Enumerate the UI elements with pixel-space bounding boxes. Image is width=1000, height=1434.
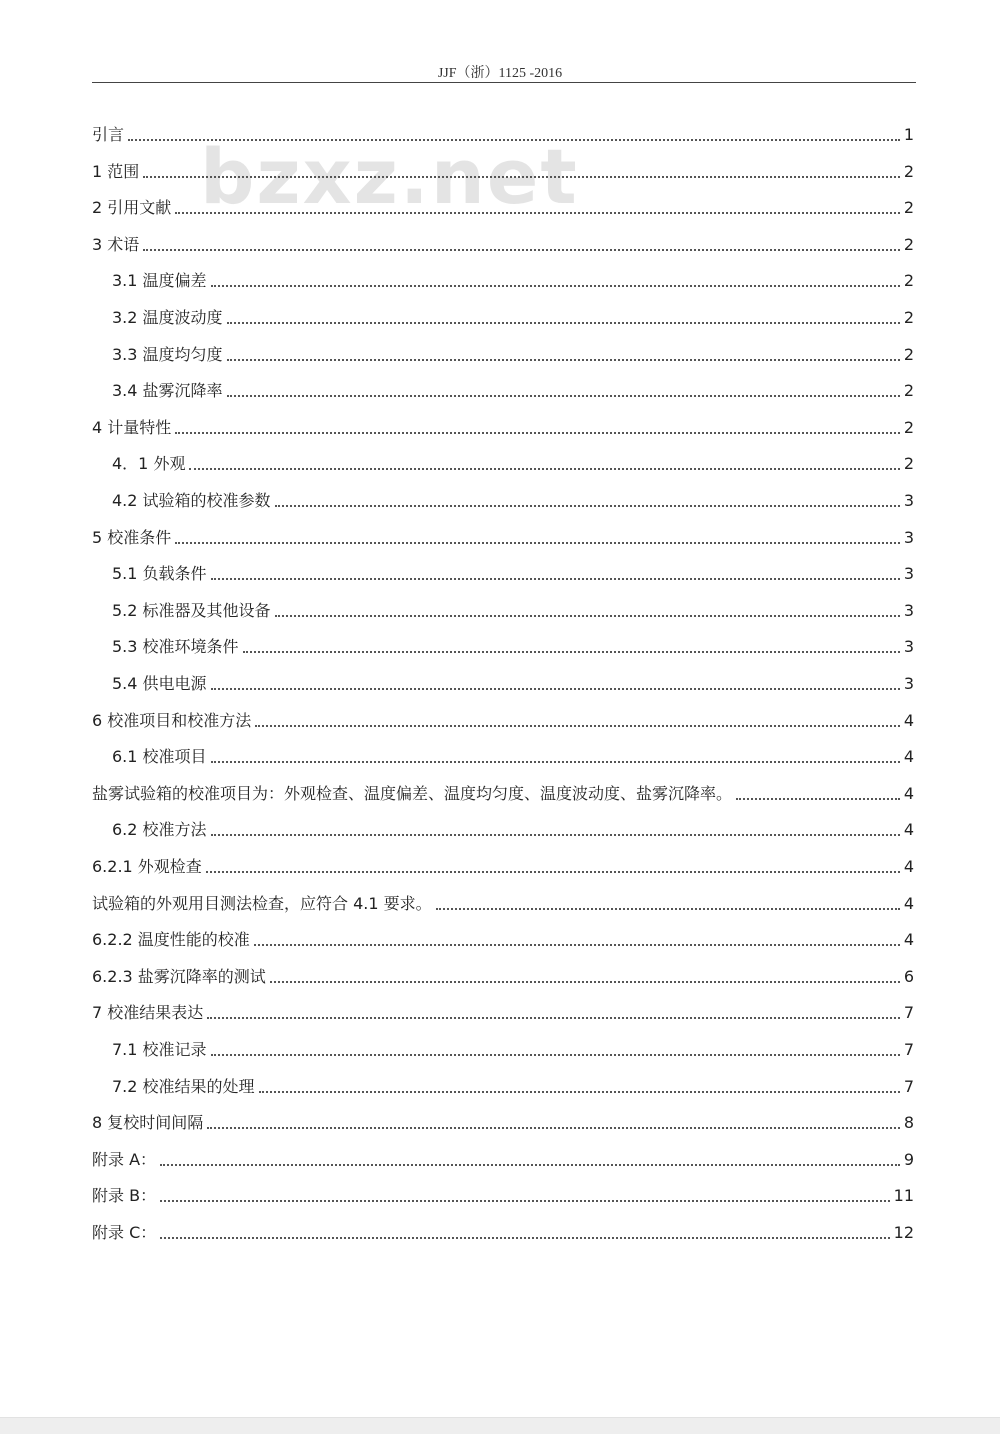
toc-entry-page: 3 — [903, 637, 914, 657]
toc-entry[interactable] — [92, 889, 914, 919]
toc-entry-label: 引言 — [92, 125, 125, 144]
toc-leader-dots — [160, 1200, 890, 1202]
toc-entry-label: 5.3 校准环境条件 — [112, 637, 239, 657]
toc-entry-page: 4 — [903, 930, 914, 950]
toc-entry-page: 2 — [903, 234, 914, 254]
toc-leader-dots — [275, 505, 900, 507]
toc-entry[interactable] — [92, 486, 914, 516]
toc-entry[interactable] — [92, 925, 914, 955]
toc-entry[interactable] — [92, 852, 914, 882]
toc-entry-page: 4 — [903, 820, 914, 840]
toc-entry[interactable] — [92, 559, 914, 589]
toc-entry-page: 1 — [903, 125, 914, 144]
toc-entry-page: 2 — [903, 454, 914, 474]
toc-leader-dots — [143, 249, 900, 251]
toc-entry-page: 4 — [903, 783, 914, 803]
toc-entry[interactable] — [92, 1145, 914, 1175]
toc-entry[interactable] — [92, 815, 914, 845]
toc-entry-page: 3 — [903, 564, 914, 584]
toc-entry-label: 6.2 校准方法 — [112, 820, 207, 840]
toc-entry[interactable] — [92, 449, 914, 479]
toc-entry-page: 2 — [903, 271, 914, 291]
toc-entry-label: 4.2 试验箱的校准参数 — [112, 491, 271, 510]
toc-entry-label: 4 计量特性 — [92, 417, 172, 437]
toc-entry-label: 附录 B： — [92, 1186, 157, 1206]
toc-leader-dots — [227, 322, 900, 324]
toc-entry-page: 2 — [903, 198, 914, 218]
toc-leader-dots — [160, 1237, 889, 1239]
toc-leader-dots — [206, 871, 900, 873]
toc-entry-page: 2 — [903, 381, 914, 401]
toc-leader-dots — [270, 981, 900, 983]
toc-entry[interactable] — [92, 120, 914, 150]
toc-leader-dots — [259, 1091, 900, 1093]
toc-entry-page: 2 — [903, 417, 914, 437]
toc-entry[interactable] — [92, 303, 914, 333]
toc-entry-label: 附录 A： — [92, 1149, 157, 1169]
watermark: bzxz.net — [200, 132, 579, 221]
toc-entry-label: 7.1 校准记录 — [112, 1040, 207, 1059]
toc-leader-dots — [736, 798, 900, 800]
header-title: JJF（浙）1125 -2016 — [437, 66, 563, 81]
toc-entry-label: 6 校准项目和校准方法 — [92, 710, 252, 730]
toc-leader-dots — [275, 615, 900, 617]
toc-entry[interactable] — [92, 1035, 914, 1065]
toc-leader-dots — [227, 395, 900, 397]
page-header — [0, 62, 1000, 82]
toc-entry-label: 2 引用文献 — [92, 198, 172, 218]
toc-leader-dots — [211, 688, 900, 690]
toc-entry-page: 7 — [903, 1040, 914, 1059]
toc-entry-label: 4．1 外观 — [112, 454, 186, 474]
toc-entry-label: 5.2 标准器及其他设备 — [112, 600, 271, 620]
toc-entry-page: 2 — [903, 161, 914, 181]
toc-leader-dots — [207, 1017, 900, 1019]
toc-entry-page: 4 — [903, 710, 914, 730]
toc-entry[interactable] — [92, 376, 914, 406]
toc-entry-label: 3.2 温度波动度 — [112, 308, 223, 327]
toc-leader-dots — [254, 944, 900, 946]
toc-entry[interactable] — [92, 962, 914, 992]
toc-leader-dots — [211, 1054, 900, 1056]
toc-entry-page: 8 — [903, 1113, 914, 1133]
toc-entry-page: 3 — [903, 674, 914, 693]
toc-entry-label: 3.4 盐雾沉降率 — [112, 381, 223, 401]
toc-entry-page: 3 — [903, 491, 914, 510]
toc-leader-dots — [175, 432, 900, 434]
toc-leader-dots — [175, 542, 900, 544]
toc-leader-dots — [211, 761, 900, 763]
toc-leader-dots — [207, 1127, 900, 1129]
toc-entry-label: 3.3 温度均匀度 — [112, 344, 223, 364]
toc-entry[interactable] — [92, 523, 914, 553]
toc-leader-dots — [175, 212, 900, 214]
toc-entry[interactable] — [92, 998, 914, 1028]
toc-leader-dots — [227, 359, 900, 361]
toc-entry[interactable] — [92, 230, 914, 260]
toc-entry-label: 附录 C： — [92, 1223, 157, 1242]
toc-entry-label: 盐雾试验箱的校准项目为：外观检查、温度偏差、温度均匀度、温度波动度、盐雾沉降率。 — [92, 783, 733, 803]
toc-entry[interactable] — [92, 669, 914, 699]
toc-entry[interactable] — [92, 413, 914, 443]
toc-entry[interactable] — [92, 1108, 914, 1138]
header-rule — [92, 82, 916, 83]
toc-entry-label: 5 校准条件 — [92, 527, 172, 547]
toc-leader-dots — [143, 176, 900, 178]
toc-entry-label: 6.2.1 外观检查 — [92, 857, 202, 876]
toc-entry-label: 5.1 负载条件 — [112, 564, 207, 584]
toc-entry-page: 3 — [903, 527, 914, 547]
toc-entry-page: 4 — [903, 857, 914, 876]
toc-entry[interactable] — [92, 596, 914, 626]
toc-entry-page: 11 — [893, 1186, 914, 1206]
viewer-bottom-bar — [0, 1417, 1000, 1434]
toc-entry[interactable] — [92, 266, 914, 296]
toc-entry[interactable] — [92, 1181, 914, 1211]
toc-entry-page: 7 — [903, 1003, 914, 1023]
toc-entry-label: 7 校准结果表达 — [92, 1003, 204, 1023]
toc-entry-label: 8 复校时间间隔 — [92, 1113, 204, 1133]
toc-entry[interactable] — [92, 706, 914, 736]
toc-leader-dots — [160, 1164, 900, 1166]
toc-entry[interactable] — [92, 632, 914, 662]
toc-entry-page: 7 — [903, 1076, 914, 1096]
toc-entry-label: 6.1 校准项目 — [112, 747, 207, 767]
toc-leader-dots — [255, 725, 900, 727]
toc-entry[interactable] — [92, 340, 914, 370]
toc-leader-dots — [211, 834, 900, 836]
toc-entry-page: 3 — [903, 600, 914, 620]
toc-leader-dots — [211, 285, 900, 287]
toc-entry-label: 试验箱的外观用目测法检查，应符合 4.1 要求。 — [92, 893, 432, 913]
toc-entry-label: 3.1 温度偏差 — [112, 271, 207, 291]
toc-entry[interactable] — [92, 779, 914, 809]
toc-entry-page: 12 — [893, 1223, 914, 1242]
toc-leader-dots — [189, 468, 899, 470]
toc-leader-dots — [243, 651, 900, 653]
toc-entry-page: 6 — [903, 966, 914, 986]
toc-entry-label: 3 术语 — [92, 234, 140, 254]
toc-entry-label: 5.4 供电电源 — [112, 674, 207, 693]
toc-entry-page: 4 — [903, 893, 914, 913]
toc-entry-page: 4 — [903, 747, 914, 767]
toc-entry[interactable] — [92, 157, 914, 187]
toc-entry-label: 7.2 校准结果的处理 — [112, 1076, 255, 1096]
toc-entry[interactable] — [92, 742, 914, 772]
toc-entry[interactable] — [92, 193, 914, 223]
toc-entry[interactable] — [92, 1218, 914, 1248]
toc-entry-page: 2 — [903, 308, 914, 327]
toc-entry-page: 2 — [903, 344, 914, 364]
toc-entry-page: 9 — [903, 1149, 914, 1169]
toc-leader-dots — [128, 139, 900, 141]
toc-entry-label: 1 范围 — [92, 161, 140, 181]
toc-entry-label: 6.2.2 温度性能的校准 — [92, 930, 250, 950]
toc-entry-label: 6.2.3 盐雾沉降率的测试 — [92, 966, 266, 986]
toc-leader-dots — [436, 908, 900, 910]
toc-entry[interactable] — [92, 1072, 914, 1102]
toc-leader-dots — [211, 578, 900, 580]
